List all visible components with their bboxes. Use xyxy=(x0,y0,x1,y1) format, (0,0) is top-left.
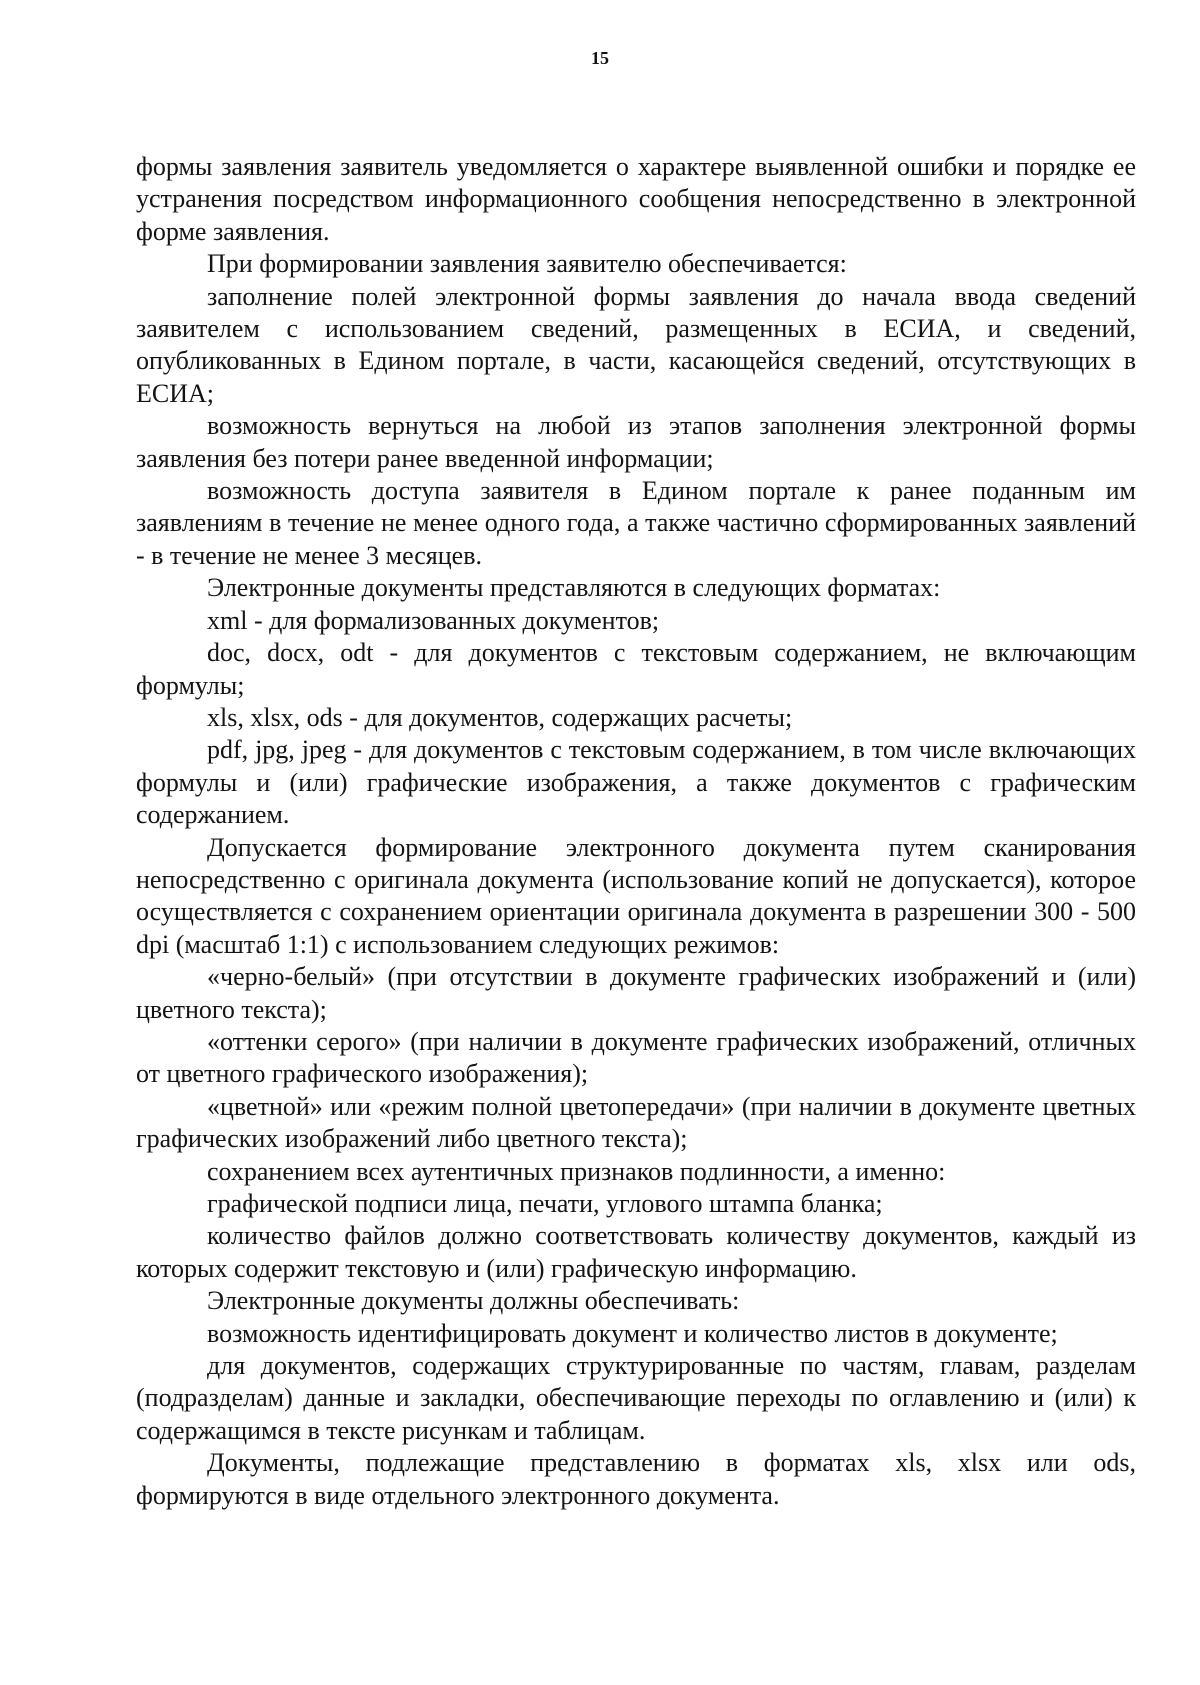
body-paragraph: возможность вернуться на любой из этапов заполнения электронной формы заявления без потери ранее введенной информации; xyxy=(136,411,1136,473)
body-paragraph: сохранением всех аутентичных признаков подлинности, а именно: xyxy=(207,1156,946,1186)
body-paragraph: Электронные документы представляются в следующих форматах: xyxy=(207,573,941,603)
body-paragraph: графической подписи лица, печати, углового штампа бланка; xyxy=(207,1189,883,1218)
body-paragraph: «черно-белый» (при отсутствии в документе графических изображений и (или) цветного текста); xyxy=(136,962,1136,1024)
body-paragraph: «оттенки серого» (при наличии в документе графических изображений, отличных от цветного графического изображения); xyxy=(136,1026,1136,1089)
document-body xyxy=(136,151,1136,1512)
body-paragraph: формы заявления заявитель уведомляется о характере выявленной ошибки и порядке ее устранения посредством информационного сообщения непосредственно в электронной форме заявления. xyxy=(136,152,1136,246)
body-paragraph: для документов, содержащих структурированные по частям, главам, разделам (подразделам) данные и закладки, обеспечивающие переходы по оглавлению и (или) к содержащимся в тексте рисункам и таблицам. xyxy=(136,1351,1136,1445)
body-paragraph: количество файлов должно соответствовать количеству документов, каждый из которых содержит текстовую и (или) графическую информацию. xyxy=(136,1221,1136,1283)
body-paragraph: doc, docx, odt - для документов с текстовым содержанием, не включающим формулы; xyxy=(136,638,1136,700)
body-paragraph: Электронные документы должны обеспечивать: xyxy=(207,1286,740,1316)
body-paragraph: заполнение полей электронной формы заявления до начала ввода сведений заявителем с использованием сведений, размещенных в ЕСИА, и сведений, опубликованных в Едином портале, в части, касающейся сведений, отсутствующих в ЕСИА; xyxy=(136,281,1136,408)
body-paragraph: xls, xlsx, ods - для документов, содержащих расчеты; xyxy=(207,702,793,732)
body-paragraph: возможность идентифицировать документ и количество листов в документе; xyxy=(207,1318,1058,1348)
body-paragraph: pdf, jpg, jpeg - для документов с текстовым содержанием, в том числе включающих формулы и (или) графические изображения, а также документов с графическим содержанием. xyxy=(136,735,1136,830)
body-paragraph: возможность доступа заявителя в Едином портале к ранее поданным им заявлениям в течение не менее одного года, а также частично сформированных заявлений - в течение не менее 3 месяцев. xyxy=(136,476,1136,570)
page-number: 15 xyxy=(591,48,609,68)
body-paragraph: «цветной» или «режим полной цветопередачи» (при наличии в документе цветных графических изображений либо цветного текста); xyxy=(136,1091,1136,1154)
body-paragraph: Документы, подлежащие представлению в форматах xls, xlsx или ods, формируются в виде отдельного электронного документа. xyxy=(136,1448,1136,1510)
body-paragraph: xml - для формализованных документов; xyxy=(207,605,660,635)
body-paragraph: При формировании заявления заявителю обеспечивается: xyxy=(207,249,847,279)
body-paragraph: Допускается формирование электронного документа путем сканирования непосредственно с оригинала документа (использование копий не допускается), которое осуществляется с сохранением ориентации оригинала документа в разрешении 300 - 500 dpi (масштаб 1:1) с использованием следующих режимов: xyxy=(136,832,1136,959)
